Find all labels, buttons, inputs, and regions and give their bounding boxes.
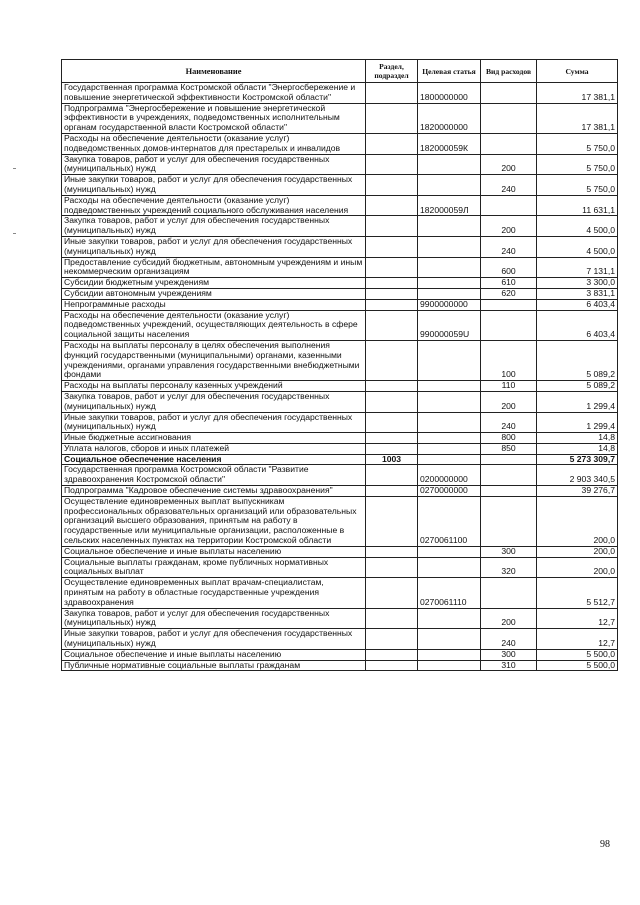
cell-expense: 240 xyxy=(481,412,537,433)
cell-section xyxy=(366,216,418,237)
cell-name: Иные закупки товаров, работ и услуг для обеспечения государственных (муниципальных) нужд xyxy=(62,629,366,650)
header-target: Целевая статья xyxy=(418,60,481,83)
cell-target xyxy=(418,340,481,380)
cell-name: Закупка товаров, работ и услуг для обеспечения государственных (муниципальных) нужд xyxy=(62,154,366,175)
cell-expense: 320 xyxy=(481,557,537,578)
table-row xyxy=(62,299,618,310)
cell-name: Осуществление единовременных выплат выпускникам профессиональных образовательных организаций или образовательных организаций высшего образования, принятым на работу в государственные или муниципальные организации, расположенные в сельских населенных пунктах на территории Костромской области xyxy=(62,496,366,546)
cell-name: Социальные выплаты гражданам, кроме публичных нормативных социальных выплат xyxy=(62,557,366,578)
cell-sum: 5 089,2 xyxy=(537,381,618,392)
header-sum: Сумма xyxy=(537,60,618,83)
cell-expense: 300 xyxy=(481,546,537,557)
cell-name: Закупка товаров, работ и услуг для обеспечения государственных (муниципальных) нужд xyxy=(62,391,366,412)
cell-name: Иные закупки товаров, работ и услуг для обеспечения государственных (муниципальных) нужд xyxy=(62,236,366,257)
table-row xyxy=(62,496,618,546)
cell-section xyxy=(366,103,418,133)
cell-expense: 200 xyxy=(481,154,537,175)
cell-sum: 14,8 xyxy=(537,433,618,444)
cell-name: Государственная программа Костромской области "Развитие здравоохранения Костромской области" xyxy=(62,465,366,486)
cell-expense: 800 xyxy=(481,433,537,444)
cell-section xyxy=(366,557,418,578)
cell-expense: 310 xyxy=(481,660,537,671)
cell-target xyxy=(418,629,481,650)
cell-expense: 200 xyxy=(481,391,537,412)
cell-name: Иные бюджетные ассигнования xyxy=(62,433,366,444)
table-row xyxy=(62,175,618,196)
cell-section xyxy=(366,433,418,444)
cell-expense xyxy=(481,496,537,546)
table-body xyxy=(62,83,618,671)
table-row xyxy=(62,557,618,578)
cell-section xyxy=(366,546,418,557)
table-row xyxy=(62,236,618,257)
cell-target: 1820000000 xyxy=(418,103,481,133)
table-row xyxy=(62,154,618,175)
cell-target xyxy=(418,649,481,660)
cell-sum: 3 831,1 xyxy=(537,288,618,299)
table-row xyxy=(62,381,618,392)
cell-target xyxy=(418,278,481,289)
cell-name: Непрограммные расходы xyxy=(62,299,366,310)
cell-section: 1003 xyxy=(366,454,418,465)
cell-target: 990000059U xyxy=(418,310,481,340)
cell-sum: 14,8 xyxy=(537,443,618,454)
cell-target xyxy=(418,154,481,175)
cell-section xyxy=(366,496,418,546)
cell-name: Публичные нормативные социальные выплаты гражданам xyxy=(62,660,366,671)
cell-sum: 7 131,1 xyxy=(537,257,618,278)
cell-target xyxy=(418,236,481,257)
cell-sum: 6 403,4 xyxy=(537,299,618,310)
cell-target xyxy=(418,557,481,578)
cell-section xyxy=(366,83,418,104)
cell-name: Расходы на выплаты персоналу казенных учреждений xyxy=(62,381,366,392)
cell-section xyxy=(366,391,418,412)
cell-expense xyxy=(481,310,537,340)
cell-sum: 200,0 xyxy=(537,496,618,546)
table-row xyxy=(62,310,618,340)
cell-target: 0270061100 xyxy=(418,496,481,546)
cell-sum: 5 500,0 xyxy=(537,649,618,660)
table-row xyxy=(62,465,618,486)
cell-section xyxy=(366,443,418,454)
cell-name: Расходы на обеспечение деятельности (оказание услуг) подведомственных учреждений социального обслуживания населения xyxy=(62,195,366,216)
table-row xyxy=(62,340,618,380)
cell-sum: 5 273 309,7 xyxy=(537,454,618,465)
cell-sum: 11 631,1 xyxy=(537,195,618,216)
table-row xyxy=(62,443,618,454)
cell-name: Субсидии бюджетным учреждениям xyxy=(62,278,366,289)
table-row xyxy=(62,608,618,629)
cell-expense xyxy=(481,578,537,608)
cell-target xyxy=(418,433,481,444)
cell-expense: 200 xyxy=(481,608,537,629)
cell-section xyxy=(366,310,418,340)
header-name: Наименование xyxy=(62,60,366,83)
cell-section xyxy=(366,608,418,629)
cell-sum: 200,0 xyxy=(537,546,618,557)
table-row xyxy=(62,216,618,237)
cell-section xyxy=(366,175,418,196)
cell-expense: 300 xyxy=(481,649,537,660)
cell-section xyxy=(366,278,418,289)
cell-sum: 5 750,0 xyxy=(537,175,618,196)
cell-target xyxy=(418,608,481,629)
cell-section xyxy=(366,236,418,257)
table-row xyxy=(62,649,618,660)
cell-sum: 39 276,7 xyxy=(537,486,618,497)
cell-expense: 600 xyxy=(481,257,537,278)
cell-name: Иные закупки товаров, работ и услуг для обеспечения государственных (муниципальных) нужд xyxy=(62,175,366,196)
table-row xyxy=(62,257,618,278)
cell-target: 9900000000 xyxy=(418,299,481,310)
cell-name: Государственная программа Костромской области "Энергосбережение и повышение энергетической эффективности Костромской области" xyxy=(62,83,366,104)
cell-name: Социальное обеспечение населения xyxy=(62,454,366,465)
cell-target: 182000059Л xyxy=(418,195,481,216)
page-number: 98 xyxy=(600,839,610,850)
table-row xyxy=(62,103,618,133)
table-row xyxy=(62,486,618,497)
cell-section xyxy=(366,133,418,154)
cell-name: Уплата налогов, сборов и иных платежей xyxy=(62,443,366,454)
cell-section xyxy=(366,629,418,650)
cell-expense: 620 xyxy=(481,288,537,299)
cell-target xyxy=(418,175,481,196)
cell-sum: 12,7 xyxy=(537,629,618,650)
cell-expense: 240 xyxy=(481,175,537,196)
table-row xyxy=(62,454,618,465)
cell-expense: 100 xyxy=(481,340,537,380)
cell-section xyxy=(366,578,418,608)
cell-sum: 12,7 xyxy=(537,608,618,629)
table-row xyxy=(62,83,618,104)
cell-target: 182000059К xyxy=(418,133,481,154)
cell-sum: 2 903 340,5 xyxy=(537,465,618,486)
cell-section xyxy=(366,340,418,380)
cell-sum: 4 500,0 xyxy=(537,236,618,257)
cell-target xyxy=(418,257,481,278)
cell-name: Социальное обеспечение и иные выплаты населению xyxy=(62,546,366,557)
budget-table xyxy=(61,59,618,671)
cell-sum: 1 299,4 xyxy=(537,391,618,412)
cell-target: 0200000000 xyxy=(418,465,481,486)
table-row xyxy=(62,433,618,444)
cell-sum: 200,0 xyxy=(537,557,618,578)
cell-name: Осуществление единовременных выплат врачам-специалистам, принятым на работу в областные государственные учреждения здравоохранения xyxy=(62,578,366,608)
cell-expense xyxy=(481,486,537,497)
cell-sum: 17 381,1 xyxy=(537,103,618,133)
cell-target xyxy=(418,381,481,392)
table-row xyxy=(62,391,618,412)
cell-name: Социальное обеспечение и иные выплаты населению xyxy=(62,649,366,660)
cell-target xyxy=(418,216,481,237)
cell-section xyxy=(366,299,418,310)
cell-sum: 5 500,0 xyxy=(537,660,618,671)
margin-mark xyxy=(13,168,16,169)
table-row xyxy=(62,660,618,671)
cell-target: 1800000000 xyxy=(418,83,481,104)
cell-expense xyxy=(481,195,537,216)
cell-expense xyxy=(481,133,537,154)
cell-section xyxy=(366,465,418,486)
table-header-row xyxy=(62,60,618,83)
cell-expense: 850 xyxy=(481,443,537,454)
cell-expense xyxy=(481,299,537,310)
cell-target xyxy=(418,454,481,465)
cell-expense: 240 xyxy=(481,629,537,650)
cell-section xyxy=(366,195,418,216)
cell-section xyxy=(366,288,418,299)
cell-name: Закупка товаров, работ и услуг для обеспечения государственных (муниципальных) нужд xyxy=(62,216,366,237)
cell-sum: 5 512,7 xyxy=(537,578,618,608)
cell-section xyxy=(366,381,418,392)
cell-name: Расходы на выплаты персоналу в целях обеспечения выполнения функций государственными (муниципальными) органами, казенными учреждениями, органами управления государственными внебюджетными фондами xyxy=(62,340,366,380)
cell-expense: 110 xyxy=(481,381,537,392)
cell-name: Подпрограмма "Кадровое обеспечение системы здравоохранения" xyxy=(62,486,366,497)
cell-name: Расходы на обеспечение деятельности (оказание услуг) подведомственных учреждений, осуществляющих деятельность в сфере социальной защиты населения xyxy=(62,310,366,340)
cell-target: 0270061110 xyxy=(418,578,481,608)
cell-name: Субсидии автономным учреждениям xyxy=(62,288,366,299)
cell-section xyxy=(366,257,418,278)
header-expense: Вид расходов xyxy=(481,60,537,83)
cell-target xyxy=(418,391,481,412)
table-row xyxy=(62,546,618,557)
cell-expense xyxy=(481,465,537,486)
cell-sum: 5 750,0 xyxy=(537,133,618,154)
cell-expense: 240 xyxy=(481,236,537,257)
cell-name: Иные закупки товаров, работ и услуг для обеспечения государственных (муниципальных) нужд xyxy=(62,412,366,433)
table-row xyxy=(62,133,618,154)
cell-expense: 610 xyxy=(481,278,537,289)
cell-expense xyxy=(481,454,537,465)
cell-target: 0270000000 xyxy=(418,486,481,497)
cell-name: Закупка товаров, работ и услуг для обеспечения государственных (муниципальных) нужд xyxy=(62,608,366,629)
cell-sum: 4 500,0 xyxy=(537,216,618,237)
header-section: Раздел, подраздел xyxy=(366,60,418,83)
cell-name: Расходы на обеспечение деятельности (оказание услуг) подведомственных домов-интернатов для престарелых и инвалидов xyxy=(62,133,366,154)
cell-name: Подпрограмма "Энергосбережение и повышение энергетической эффективности в учреждениях, подведомственных исполнительным органам государственной власти Костромской области" xyxy=(62,103,366,133)
cell-expense xyxy=(481,83,537,104)
cell-sum: 3 300,0 xyxy=(537,278,618,289)
cell-section xyxy=(366,154,418,175)
table-row xyxy=(62,278,618,289)
margin-mark xyxy=(13,233,16,234)
cell-sum: 5 750,0 xyxy=(537,154,618,175)
cell-target xyxy=(418,546,481,557)
cell-expense: 200 xyxy=(481,216,537,237)
cell-section xyxy=(366,486,418,497)
cell-sum: 6 403,4 xyxy=(537,310,618,340)
table-row xyxy=(62,288,618,299)
cell-sum: 17 381,1 xyxy=(537,83,618,104)
table-row xyxy=(62,629,618,650)
cell-target xyxy=(418,443,481,454)
cell-name: Предоставление субсидий бюджетным, автономным учреждениям и иным некоммерческим организациям xyxy=(62,257,366,278)
cell-target xyxy=(418,660,481,671)
cell-section xyxy=(366,412,418,433)
cell-section xyxy=(366,649,418,660)
table-row xyxy=(62,412,618,433)
cell-sum: 5 089,2 xyxy=(537,340,618,380)
cell-section xyxy=(366,660,418,671)
cell-sum: 1 299,4 xyxy=(537,412,618,433)
cell-target xyxy=(418,412,481,433)
cell-target xyxy=(418,288,481,299)
cell-expense xyxy=(481,103,537,133)
table-row xyxy=(62,195,618,216)
table-row xyxy=(62,578,618,608)
